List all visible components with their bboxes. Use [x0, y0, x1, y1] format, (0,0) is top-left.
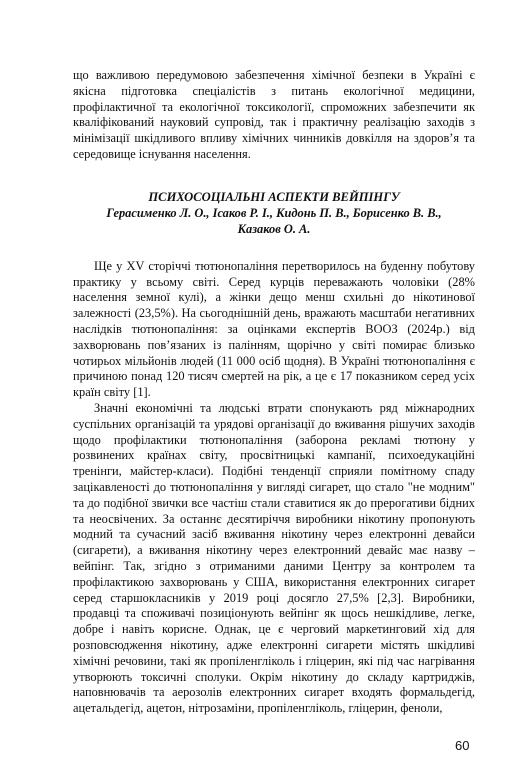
article-authors: Герасименко Л. О., Ісаков Р. І., Кидонь П. В., Борисенко В. В., Казаков О. А. [106, 205, 442, 236]
page-number: 60 [455, 738, 470, 753]
page-content [73, 68, 475, 717]
article-title: ПСИХОСОЦІАЛЬНІ АСПЕКТИ ВЕЙПІНГУ [148, 189, 400, 204]
intro-paragraph: що важливою передумовою забезпечення хімічної безпеки в Україні є якісна підготовка спеціалістів з питань екологічної медицини, профілактичної та екологічної токсикології, спроможних забезпечити як кваліфікований науковий супровід, так і практичну реалізацію заходів з мінімізації шкідливого впливу хімічних чинників довкілля на здоров’я та середовище існування населення. [73, 68, 475, 161]
body-paragraph-2: Значні економічні та людські втрати спонукають ряд міжнародних суспільних організацій та урядові організації до вживання рішучих заходів щодо профілактики тютюнопаління (заборона рекламі тютюну у розвинених країнах світу, просвітницькі кампанії, психоедукаційні тренінги, майстер-класи). Подібні тенденції сприяли помітному спаду зацікавленості до тютюнопаління у вигляді сигарет, що стало "не модним" та до подібної звички все частіш стали ставитися як до прерогативи бідних та неосвічених. За останнє десятиріччя виробники нікотину пропонують модний та сучасний засіб вживання нікотину через електронні девайси (сигарети), а вживання нікотину через електронний девайс має назву – вейпінг. Так, згідно з отриманими даними Центру за контролем та профілактикою захворювань у США, використання електронних сигарет серед старшокласників у 2019 році досягло 27,5% [2,3]. Виробники, продавці та споживачі позиціонують вейпінг як щось нешкідливе, легке, добре і навіть корисне. Однак, це є черговий маркетинговий хід для розповсюдження нікотину, адже електронні сигарети містять шкідливі хімічні речовини, такі як пропіленгліколь і гліцерин, які під час нагрівання утворюють токсичні сполуки. Окрім нікотину до складу картриджів, наповнювачів та аерозолів електронних сигарет входять формальдегід, ацетальдегід, ацетон, нітрозаміни, пропіленгліколь, гліцерин, феноли, [73, 400, 475, 716]
body-paragraph-1: Ще у XV сторіччі тютюнопаління перетворилось на буденну побутову практику у всьому світі. Серед курців переважають чоловіки (28% населення земної кулі), а жінки дещо менш схильні до нікотинової залежності (23,5%). На сьогоднішній день, вражають масштаби негативних наслідків тютюнопаління: за оцінками експертів ВООЗ (2024р.) від захворювань пов’язаних із палінням, щорічно у світі помирає близько чотирьох мільйонів людей (11 000 осіб щодня). В Україні тютюнопаління є причиною понад 120 тисяч смертей на рік, а це є 17 показником серед усіх країн світу [1]. [73, 258, 475, 400]
article-body [73, 259, 475, 717]
